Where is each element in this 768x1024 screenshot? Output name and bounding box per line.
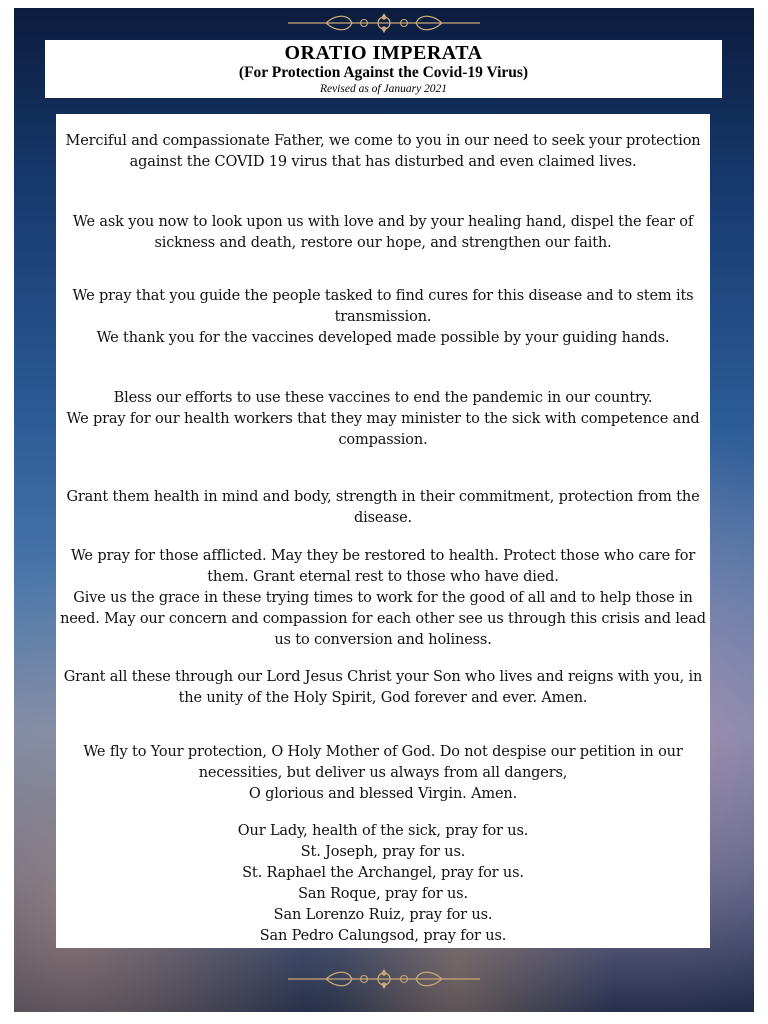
prayer-text: Give us the grace in these trying times to work for the good of all and to help those in need. May our concern and compassion for each other see us through this crisis and lead us to conversion and holiness. <box>60 590 706 648</box>
litany-line: San Roque, pray for us. <box>298 886 468 902</box>
page-subtitle: (For Protection Against the Covid-19 Virus) <box>238 64 529 81</box>
prayer-text: We pray for those afflicted. May they be restored to health. Protect those who care for them. Grant eternal rest to those who have died. <box>70 548 696 585</box>
litany-line: San Lorenzo Ruiz, pray for us. <box>273 907 493 923</box>
litany-list <box>56 821 710 947</box>
prayer-paragraph <box>56 212 710 254</box>
ornament-bottom-icon <box>286 968 482 990</box>
litany-line: St. Joseph, pray for us. <box>300 844 466 860</box>
prayer-text: We pray that you guide the people tasked to find cures for this disease and to stem its transmission. <box>72 288 694 325</box>
prayer-paragraph <box>56 286 710 349</box>
revision-note: Revised as of January 2021 <box>319 83 448 95</box>
prayer-paragraph <box>56 487 710 529</box>
prayer-text: O glorious and blessed Virgin. Amen. <box>248 786 518 802</box>
prayer-text: We ask you now to look upon us with love and by your healing hand, dispel the fear of sickness and death, restore our hope, and strengthen our faith. <box>72 214 694 251</box>
prayer-paragraph <box>56 667 710 709</box>
prayer-text: Grant all these through our Lord Jesus Christ your Son who lives and reigns with you, in the unity of the Holy Spirit, God forever and ever. Amen. <box>63 669 703 706</box>
ornament-top-icon <box>286 12 482 34</box>
prayer-body <box>56 114 710 948</box>
prayer-paragraph <box>56 546 710 651</box>
prayer-text: We thank you for the vaccines developed made possible by your guiding hands. <box>96 330 670 346</box>
prayer-paragraph <box>56 742 710 805</box>
litany-line: San Pedro Calungsod, pray for us. <box>259 928 507 944</box>
prayer-text: Merciful and compassionate Father, we come to you in our need to seek your protection against the COVID 19 virus that has disturbed and even claimed lives. <box>65 133 701 170</box>
background-frame <box>14 8 754 1012</box>
prayer-paragraph <box>56 388 710 451</box>
prayer-text: We pray for our health workers that they may minister to the sick with competence and compassion. <box>66 411 700 448</box>
prayer-text: Bless our efforts to use these vaccines to end the pandemic in our country. <box>113 390 653 406</box>
litany-line: Our Lady, health of the sick, pray for us. <box>237 823 529 839</box>
title-box <box>45 40 722 98</box>
prayer-text: Grant them health in mind and body, strength in their commitment, protection from the disease. <box>66 489 700 526</box>
prayer-text: We fly to Your protection, O Holy Mother of God. Do not despise our petition in our necessities, but deliver us always from all dangers, <box>83 744 683 781</box>
prayer-paragraph <box>56 131 710 173</box>
litany-line: St. Raphael the Archangel, pray for us. <box>242 865 524 881</box>
page-title: ORATIO IMPERATA <box>284 42 483 64</box>
